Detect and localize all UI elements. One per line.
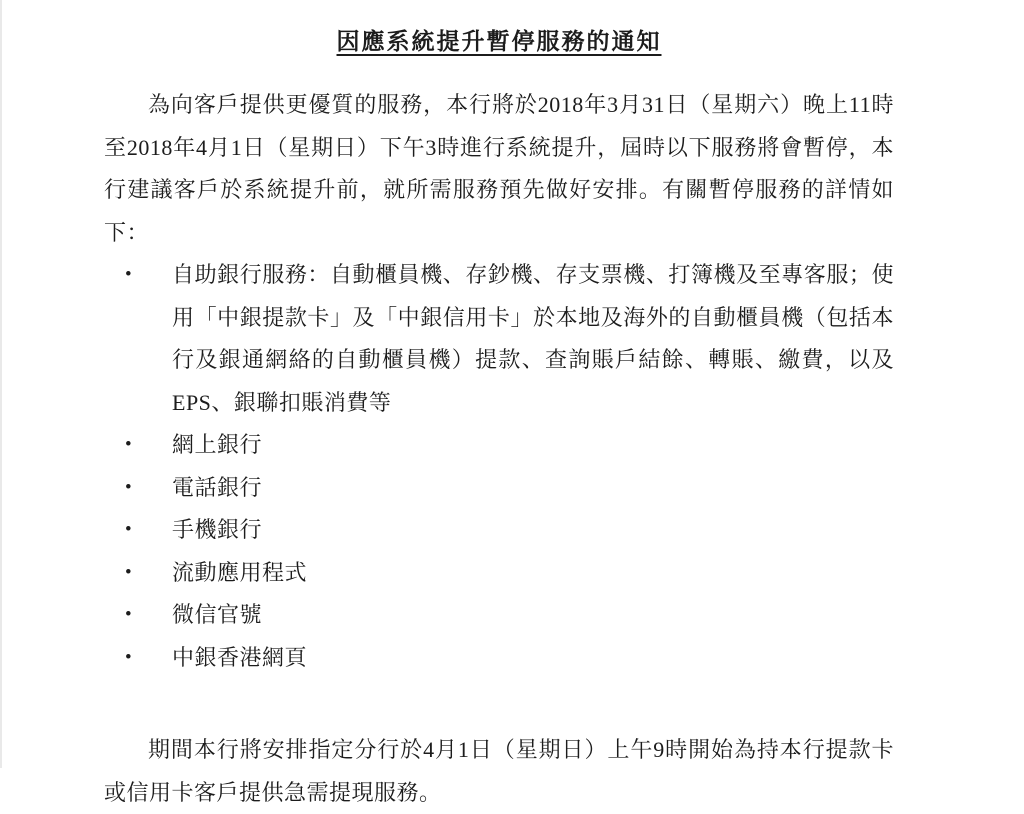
bullet-icon: • — [125, 264, 133, 285]
closing-paragraph: 期間本行將安排指定分行於4月1日（星期日）上午9時開始為持本行提款卡或信用卡客戶提供急需提現服務。 — [104, 737, 894, 805]
intro-paragraph: 為向客戶提供更優質的服務，本行將於2018年3月31日（星期六）晚上11時至2018年4月1日（星期日）下午3時進行系統提升，屆時以下服務將會暫停，本行建議客戶於系統提升前，就所需服務預先做好安排。有關暫停服務的詳情如下： — [104, 92, 894, 245]
page-title: 因應系統提升暫停服務的通知 — [336, 29, 662, 54]
list-item — [104, 509, 894, 552]
list-item-text: 流動應用程式 — [172, 559, 308, 585]
bullet-icon: • — [125, 434, 133, 455]
list-item — [104, 467, 894, 510]
list-item — [104, 552, 894, 595]
list-item — [104, 424, 894, 467]
bullet-icon: • — [125, 476, 133, 498]
list-item — [104, 637, 894, 680]
list-item-text: 網上銀行 — [172, 432, 263, 457]
list-item-text: 中銀香港網頁 — [172, 644, 308, 670]
suspended-services-list — [104, 254, 894, 679]
scan-page-edge — [0, 0, 2, 768]
notice-document — [104, 26, 894, 814]
list-item-text: 自助銀行服務：自動櫃員機、存鈔機、存支票機、打簿機及至專客服；使用「中銀提款卡」及「中銀信用卡」於本地及海外的自動櫃員機（包括本行及銀通網絡的自動櫃員機）提款、查詢賬戶結餘、轉賬、繳費，以及EPS、銀聯扣賬消費等 — [172, 262, 894, 415]
list-item — [104, 594, 894, 637]
bullet-icon: • — [125, 519, 133, 540]
list-item-text: 電話銀行 — [172, 474, 263, 500]
bullet-icon: • — [125, 561, 133, 583]
list-item-text: 手機銀行 — [172, 517, 263, 542]
list-item-text: 微信官號 — [172, 602, 263, 627]
list-item — [104, 254, 894, 424]
bullet-icon: • — [125, 604, 133, 625]
bullet-icon: • — [125, 646, 133, 668]
